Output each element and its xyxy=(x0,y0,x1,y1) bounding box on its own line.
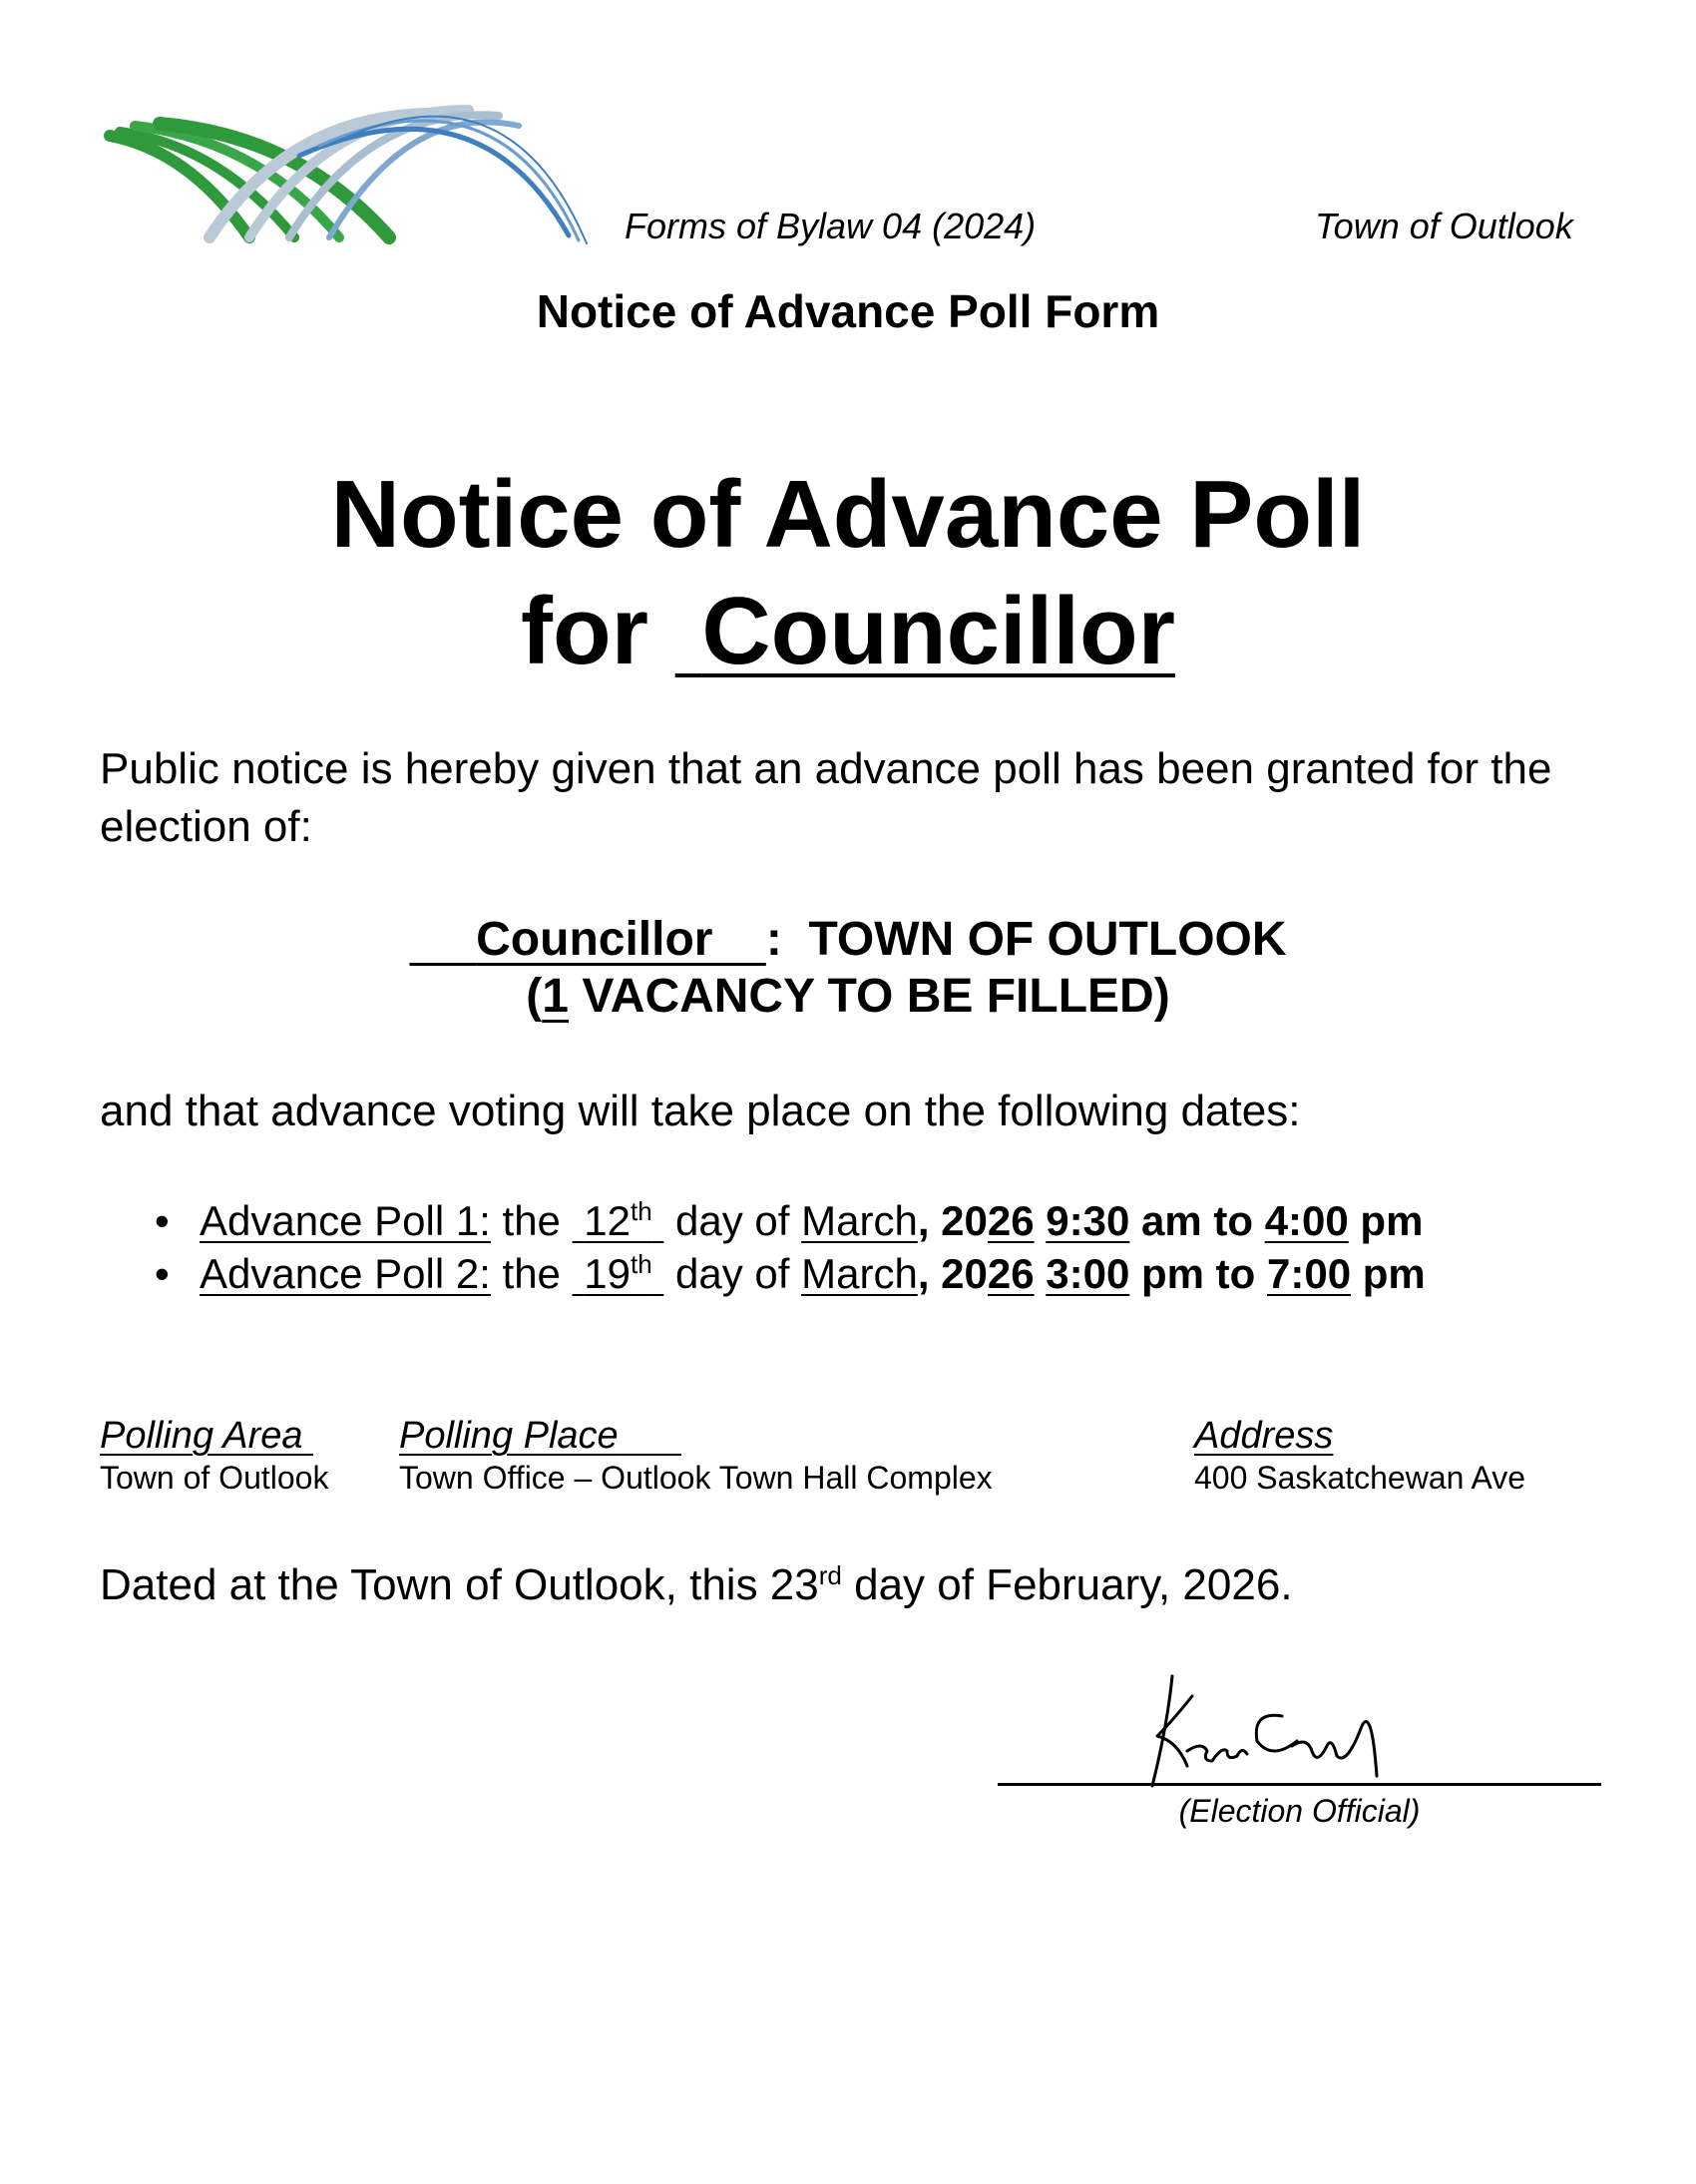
poll-day: 19th xyxy=(584,1249,652,1297)
poll-label: Advance Poll 1: xyxy=(200,1197,491,1244)
signature xyxy=(1132,1666,1432,1796)
polling-area-value: Town of Outlook xyxy=(100,1460,329,1496)
subtitle-office: Councillor xyxy=(701,578,1175,684)
poll-month: March xyxy=(801,1250,918,1297)
poll-year: 2026 xyxy=(941,1197,1035,1244)
bylaw-reference: Forms of Bylaw 04 (2024) xyxy=(625,206,1037,246)
poll-end-time: 7:00 xyxy=(1266,1250,1352,1297)
office-blank: Councillor xyxy=(476,913,713,966)
address-value: 400 Saskatchewan Ave xyxy=(1194,1460,1526,1496)
poll-year: 2026 xyxy=(941,1250,1035,1297)
intro-paragraph: Public notice is hereby given that an advance poll has been granted for the election of: xyxy=(100,744,1552,851)
town-logo xyxy=(100,96,589,245)
bullet-icon: • xyxy=(155,1197,170,1244)
bullet-icon: • xyxy=(155,1250,170,1297)
notice-title: Notice of Advance Poll xyxy=(330,461,1366,568)
poll-start-time: 9:30 xyxy=(1046,1197,1130,1244)
poll-month: March xyxy=(801,1197,918,1244)
vacancy-count: 1 xyxy=(542,970,569,1023)
poll-label: Advance Poll 2: xyxy=(200,1250,491,1297)
poll-start-time: 3:00 xyxy=(1046,1250,1130,1297)
polling-place-heading: Polling Place xyxy=(399,1415,619,1457)
notice-subtitle xyxy=(0,578,1696,684)
poll-end-time: 4:00 xyxy=(1264,1197,1349,1244)
vacancy-line: (1 VACANCY TO BE FILLED) xyxy=(526,970,1170,1023)
address-column xyxy=(1194,1415,1525,1497)
form-title: Notice of Advance Poll Form xyxy=(536,285,1160,337)
address-heading: Address xyxy=(1194,1415,1334,1457)
polling-place-column xyxy=(399,1415,993,1497)
subtitle-prefix: for xyxy=(521,578,648,684)
dated-line: Dated at the Town of Outlook, this 23rd day of February, 2026. xyxy=(100,1560,1293,1609)
polling-area-column xyxy=(100,1415,328,1497)
polling-place-value: Town Office – Outlook Town Hall Complex xyxy=(399,1460,993,1496)
signature-line xyxy=(998,1783,1601,1786)
office-jurisdiction: : TOWN OF OUTLOOK xyxy=(765,913,1287,966)
advance-poll-1: • Advance Poll 1: the 12th day of March, 2026 9:30 am to 4:00 pm xyxy=(155,1196,1424,1244)
signature-label: (Election Official) xyxy=(1178,1793,1421,1829)
town-name-header: Town of Outlook xyxy=(1315,206,1573,246)
advance-poll-2: • Advance Poll 2: the 19th day of March, 2026 3:00 pm to 7:00 pm xyxy=(155,1249,1426,1297)
dates-intro: and that advance voting will take place on the following dates: xyxy=(100,1087,1301,1135)
polling-area-heading: Polling Area xyxy=(100,1415,303,1457)
election-office-line xyxy=(0,913,1696,966)
poll-day: 12th xyxy=(584,1196,652,1244)
